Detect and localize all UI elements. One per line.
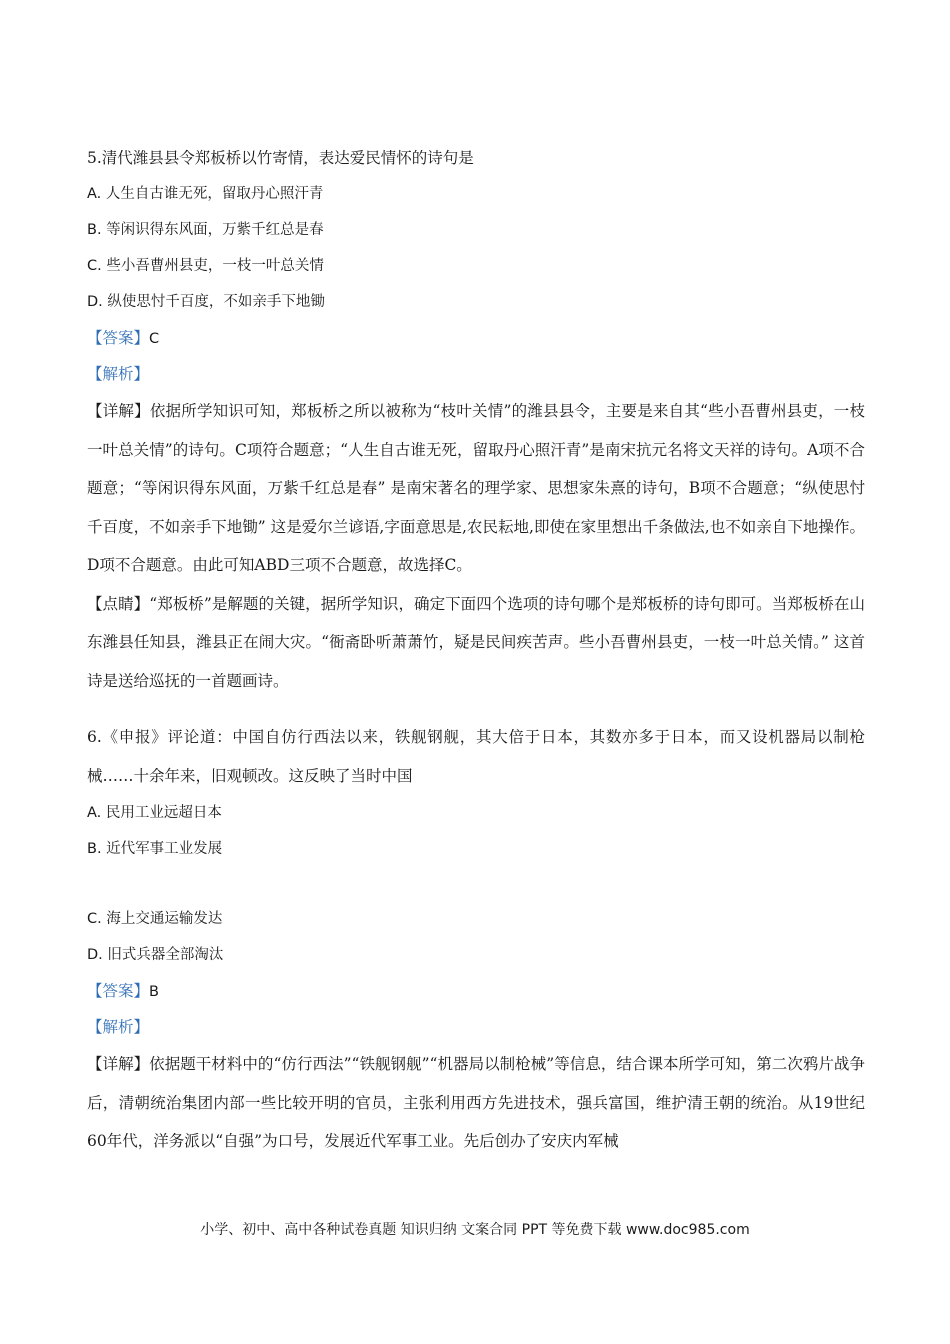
q6-option-d: D. 旧式兵器全部淘汰 [87,947,224,963]
document-body [87,140,865,1161]
question-6-stem: 6.《申报》评论道：中国自仿行西法以来，铁舰钢舰，其大倍于日本，其数亦多于日本，而又设机器局以制枪械……十余年来，旧观顿改。这反映了当时中国 [87,728,865,785]
q5-answer-value: C [149,331,160,347]
q6-answer-value: B [149,984,159,1000]
q5-answer-row [87,320,865,356]
q5-point-paragraph [87,585,865,701]
q6-option-c: C. 海上交通运输发达 [87,911,223,927]
q5-point-text: “郑板桥”是解题的关键，据所学知识，确定下面四个选项的诗句哪个是郑板桥的诗句即可。当郑板桥在山东潍县任知县，潍县正在闹大灾。“衙斋卧听萧萧竹，疑是民间疾苦声。些小吾曹州县吏，一枝一叶总关情。” 这首诗是送给巡抚的一首题画诗。 [87,594,865,690]
question-5-stem: 5.清代潍县县令郑板桥以竹寄情，表达爱民情怀的诗句是 [87,149,474,167]
q6-detail-label: 【详解】 [87,1055,150,1073]
q5-option-d: D. 纵使思忖千百度，不如亲手下地锄 [87,294,325,310]
q5-option-b: B. 等闲识得东风面，万紫千红总是春 [87,222,324,238]
page-footer: 小学、初中、高中各种试卷真题 知识归纳 文案合同 PPT 等免费下载 www.doc985.com [200,1222,750,1238]
q5-detail-text: 依据所学知识可知，郑板桥之所以被称为“枝叶关情”的潍县县令，主要是来自其“些小吾曹州县吏，一枝一叶总关情”的诗句。C项符合题意；“人生自古谁无死，留取丹心照汗青”是南宋抗元名将文天祥的诗句。A项不合题意；“等闲识得东风面，万紫千红总是春” 是南宋著名的理学家、思想家朱熹的诗句，B项不合题意；“纵使思忖千百度，不如亲手下地锄” 这是爱尔兰谚语,字面意思是,农民耘地,即使在家里想出千条做法,也不如亲自下地操作。D项不合题意。由此可知ABD三项不合题意，故选择C。 [87,402,865,574]
q6-answer-label: 【答案】 [87,982,150,1000]
q5-option-a: A. 人生自古谁无死，留取丹心照汗青 [87,186,324,202]
q5-detail-label: 【详解】 [87,402,150,420]
q5-analysis-label: 【解析】 [87,365,150,383]
q6-option-a: A. 民用工业远超日本 [87,805,222,821]
q5-detail-paragraph [87,392,865,585]
q6-detail-paragraph [87,1045,865,1161]
q6-detail-text: 依据题干材料中的“仿行西法”“铁舰钢舰”“机器局以制枪械”等信息，结合课本所学可知，第二次鸦片战争后，清朝统治集团内部一些比较开明的官员，主张利用西方先进技术，强兵富国，维护清王朝的统治。从19世纪60年代，洋务派以“自强”为口号，发展近代军事工业。先后创办了安庆内军械 [87,1055,865,1150]
q5-option-c: C. 些小吾曹州县吏，一枝一叶总关情 [87,258,324,274]
q6-answer-row [87,973,865,1009]
q6-analysis-row [87,1009,865,1045]
q5-analysis-row [87,356,865,392]
q6-analysis-label: 【解析】 [87,1018,150,1036]
q6-option-b: B. 近代军事工业发展 [87,841,223,857]
q5-point-label: 【点睛】 [87,594,150,613]
q5-answer-label: 【答案】 [87,329,150,347]
